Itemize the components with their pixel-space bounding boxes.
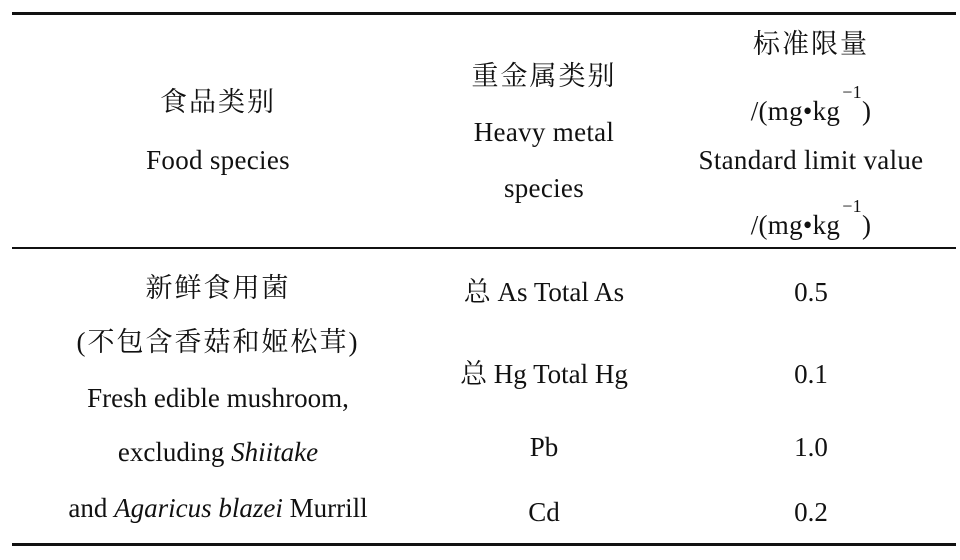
table-row-metal: Pb (529, 432, 559, 462)
table-row-limit: 0.1 (794, 359, 828, 389)
table-row-metal: 总 As Total As (463, 277, 625, 307)
table-row-metal: 总 Hg Total Hg (460, 359, 628, 389)
food-en-2-italic: Shiitake (231, 437, 319, 467)
food-en-2-pre: excluding (117, 437, 232, 467)
table-top-rule (12, 12, 956, 15)
food-en-3-pre: and (68, 493, 115, 523)
food-en-3-italic: Agaricus blazei (114, 493, 283, 523)
unit-prefix: /(mg•kg (750, 96, 841, 126)
header-food-en: Food species (146, 145, 290, 175)
food-en-1: Fresh edible mushroom, (87, 383, 349, 413)
table-row-metal: Cd (528, 497, 560, 527)
food-zh-2: (不包含香菇和姬松茸) (76, 327, 360, 357)
unit-exponent: −1 (842, 196, 862, 216)
table-row-limit: 1.0 (794, 432, 828, 462)
table-bottom-rule (12, 543, 956, 546)
header-limit-unit-1 (668, 82, 954, 126)
unit-exponent: −1 (842, 82, 862, 102)
header-limit-zh: 标准限量 (753, 29, 869, 59)
header-limit-en: Standard limit value (698, 145, 924, 175)
table-header-rule (12, 247, 956, 249)
food-zh-1: 新鲜食用菌 (145, 273, 291, 303)
header-food-zh: 食品类别 (160, 87, 276, 117)
table-row-limit: 0.5 (794, 277, 828, 307)
food-en-3-post: Murrill (282, 493, 368, 523)
header-metal-en-1: Heavy metal (473, 117, 615, 147)
header-metal-zh: 重金属类别 (471, 61, 617, 91)
unit-prefix: /(mg•kg (750, 210, 841, 240)
table-row-limit: 0.2 (794, 497, 828, 527)
food-en-2 (20, 438, 416, 466)
unit-suffix: ) (862, 210, 872, 240)
header-metal-en-2: species (503, 173, 585, 203)
food-en-3 (20, 494, 416, 522)
unit-suffix: ) (862, 96, 872, 126)
header-limit-unit-2 (668, 196, 954, 240)
